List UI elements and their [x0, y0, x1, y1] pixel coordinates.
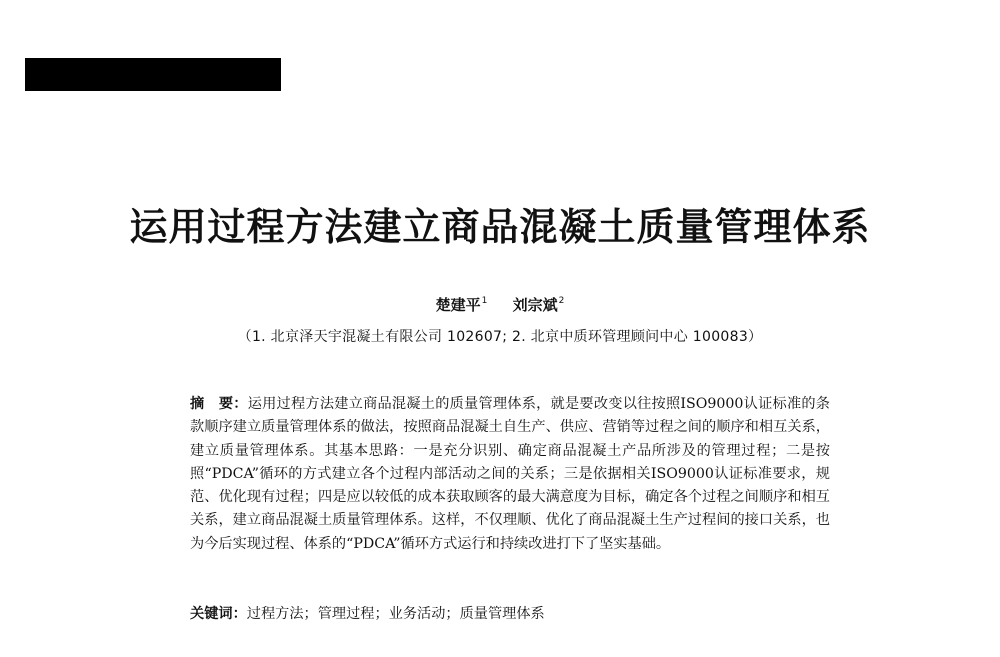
redaction-bar [25, 58, 281, 91]
author-2 [513, 291, 565, 315]
keywords [190, 603, 830, 625]
author-2-affiliation-mark: 2 [558, 296, 565, 306]
keywords-text: 过程方法；管理过程；业务活动；质量管理体系 [246, 606, 545, 622]
affiliations: （1. 北京泽天宇混凝土有限公司 102607; 2. 北京中质环管理顾问中心 100083） [237, 329, 763, 345]
author-1-name: 楚建平 [435, 296, 481, 314]
paper-title: 运用过程方法建立商品混凝土质量管理体系 [129, 205, 871, 249]
author-list [0, 291, 1000, 315]
abstract [190, 393, 830, 556]
author-1 [436, 291, 488, 315]
abstract-label: 摘 要： [190, 396, 248, 412]
author-1-affiliation-mark: 1 [481, 296, 488, 306]
abstract-text: 运用过程方法建立商品混凝土的质量管理体系，就是要改变以往按照ISO9000认证标准的条款顺序建立质量管理体系的做法，按照商品混凝土自生产、供应、营销等过程之间的顺序和相互关系，建立质量管理体系。其基本思路：一是充分识别、确定商品混凝土产品所涉及的管理过程；二是按照“PDCA”循环的方式建立各个过程内部活动之间的关系；三是依据相关ISO9000认证标准要求，规范、优化现有过程；四是应以较低的成本获取顾客的最大满意度为目标，确定各个过程之间顺序和相互关系，建立商品混凝土质量管理体系。这样，不仅理顺、优化了商品混凝土生产过程间的接口关系，也为今后实现过程、体系的“PDCA”循环方式运行和持续改进打下了坚实基础。 [190, 396, 830, 552]
keywords-label: 关键词： [190, 606, 247, 622]
author-2-name: 刘宗斌 [512, 296, 558, 314]
